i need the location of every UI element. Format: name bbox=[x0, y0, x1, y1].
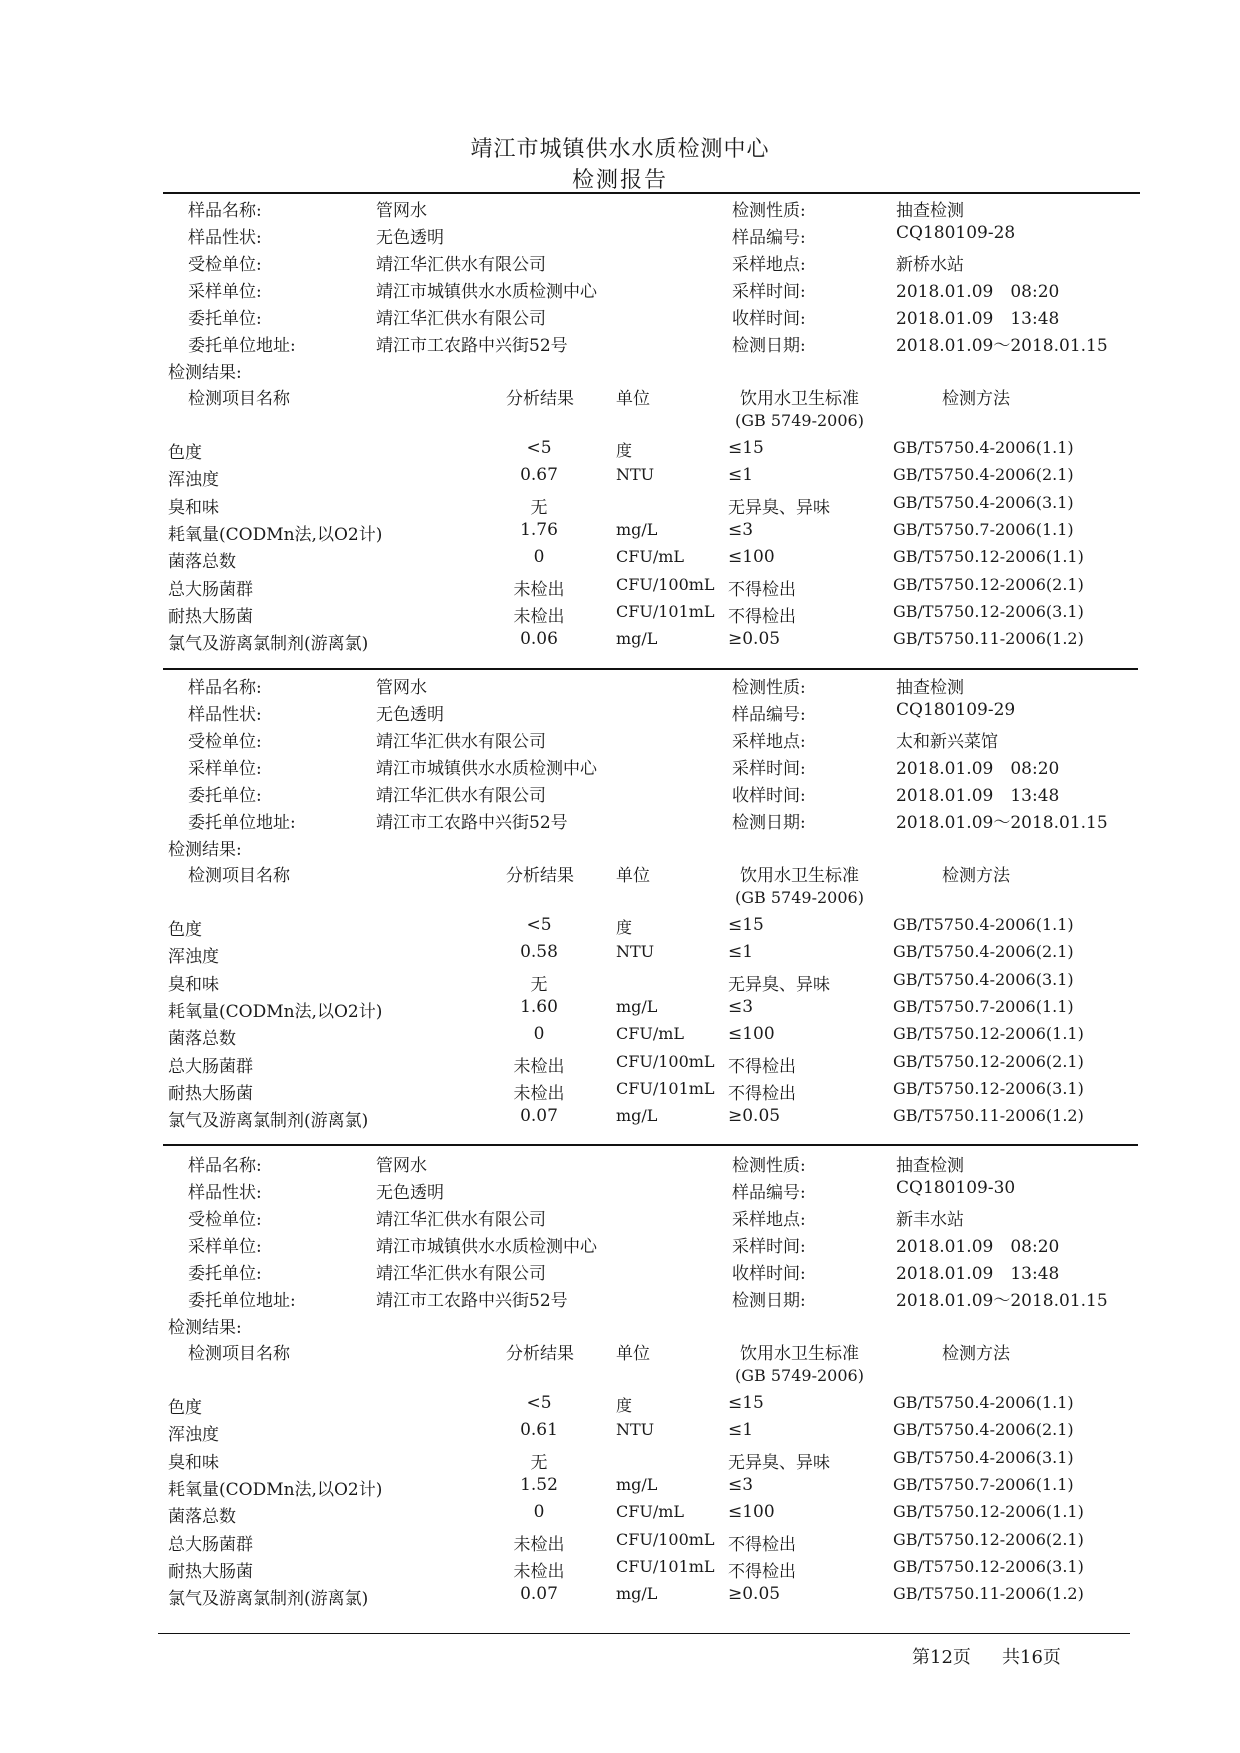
row-unit: CFU/mL bbox=[616, 1024, 685, 1044]
row-standard: 不得检出 bbox=[728, 606, 796, 627]
row-standard: 不得检出 bbox=[728, 1083, 796, 1104]
row-result: <5 bbox=[526, 438, 552, 458]
info-value: 抽查检测 bbox=[896, 201, 964, 221]
info-label: 委托单位地址: bbox=[188, 813, 296, 833]
header-method: 检测方法 bbox=[942, 1344, 1010, 1364]
info-value: 靖江华汇供水有限公司 bbox=[376, 732, 546, 752]
row-standard: ≤1 bbox=[728, 942, 754, 963]
row-result: 1.76 bbox=[520, 519, 558, 540]
row-result: 未检出 bbox=[513, 1056, 565, 1077]
info-label: 受检单位: bbox=[188, 732, 262, 752]
row-item: 总大肠菌群 bbox=[168, 579, 253, 600]
row-method: GB/T5750.4-2006(2.1) bbox=[893, 1420, 1074, 1440]
row-standard: ≥0.05 bbox=[728, 629, 781, 650]
info-row bbox=[0, 250, 1240, 277]
row-item: 浑浊度 bbox=[168, 947, 219, 968]
row-unit: NTU bbox=[616, 465, 655, 485]
row-standard: ≤15 bbox=[728, 915, 764, 935]
row-item: 总大肠菌群 bbox=[168, 1534, 253, 1555]
results-label-row bbox=[0, 835, 1240, 862]
row-method: GB/T5750.12-2006(2.1) bbox=[893, 1529, 1084, 1549]
header-result: 分析结果 bbox=[506, 866, 574, 886]
info-value: 管网水 bbox=[376, 678, 427, 698]
section-divider bbox=[163, 668, 1138, 670]
row-result: 0.07 bbox=[520, 1106, 558, 1127]
table-row bbox=[0, 465, 1240, 492]
page-total: 共16页 bbox=[1002, 1647, 1061, 1668]
row-method: GB/T5750.12-2006(3.1) bbox=[893, 1556, 1084, 1576]
row-result: 0.06 bbox=[520, 629, 558, 650]
row-standard: ≤3 bbox=[728, 519, 754, 540]
header-item: 检测项目名称 bbox=[188, 1344, 290, 1364]
info-value: 靖江华汇供水有限公司 bbox=[376, 255, 546, 275]
info-label: 样品性状: bbox=[188, 705, 262, 725]
row-standard: ≤100 bbox=[728, 1024, 775, 1045]
row-result: 1.60 bbox=[520, 996, 558, 1017]
info-value: CQ180109-30 bbox=[896, 1178, 1016, 1198]
row-method: GB/T5750.12-2006(2.1) bbox=[893, 1051, 1084, 1071]
row-method: GB/T5750.11-2006(1.2) bbox=[893, 1106, 1084, 1126]
info-value: 靖江市城镇供水水质检测中心 bbox=[376, 282, 597, 302]
table-row bbox=[0, 1420, 1240, 1447]
table-row bbox=[0, 997, 1240, 1024]
table-row bbox=[0, 1530, 1240, 1557]
row-standard: ≤15 bbox=[728, 1393, 764, 1413]
report-title: 检测报告 bbox=[571, 168, 668, 193]
info-label: 采样单位: bbox=[188, 282, 262, 302]
info-value: 2018.01.09 08:20 bbox=[896, 282, 1060, 302]
table-row bbox=[0, 1584, 1240, 1611]
info-label: 样品名称: bbox=[188, 1156, 262, 1176]
row-method: GB/T5750.12-2006(1.1) bbox=[893, 1502, 1084, 1522]
header-standard: 饮用水卫生标准 bbox=[740, 389, 859, 409]
row-item: 耗氧量(CODMn法,以O2计) bbox=[168, 1479, 383, 1500]
header-unit: 单位 bbox=[616, 1344, 650, 1364]
row-unit: mg/L bbox=[616, 519, 658, 539]
info-value: 管网水 bbox=[376, 1156, 427, 1176]
table-row bbox=[0, 970, 1240, 997]
row-item: 耐热大肠菌 bbox=[168, 1083, 253, 1104]
table-row bbox=[0, 1052, 1240, 1079]
info-value: 靖江华汇供水有限公司 bbox=[376, 309, 546, 329]
info-label: 采样时间: bbox=[732, 1237, 806, 1257]
info-label: 样品性状: bbox=[188, 1183, 262, 1203]
row-standard: ≥0.05 bbox=[728, 1106, 781, 1127]
info-value: 靖江市工农路中兴街52号 bbox=[376, 1291, 568, 1311]
table-header-sub bbox=[0, 411, 1240, 438]
row-result: 0 bbox=[533, 1024, 545, 1045]
row-method: GB/T5750.4-2006(2.1) bbox=[893, 465, 1074, 485]
row-result: 0 bbox=[533, 547, 545, 568]
row-unit: 度 bbox=[616, 918, 633, 937]
table-row bbox=[0, 1475, 1240, 1502]
row-unit: NTU bbox=[616, 1420, 655, 1440]
header-item: 检测项目名称 bbox=[188, 389, 290, 409]
header-unit: 单位 bbox=[616, 389, 650, 409]
table-header-sub bbox=[0, 888, 1240, 915]
divider-bottom bbox=[158, 1633, 1130, 1634]
row-result: 0.58 bbox=[520, 942, 558, 963]
row-unit: mg/L bbox=[616, 1584, 658, 1604]
row-method: GB/T5750.7-2006(1.1) bbox=[893, 519, 1074, 539]
row-unit: CFU/101mL bbox=[616, 601, 715, 621]
section-divider bbox=[163, 1144, 1138, 1146]
info-value: 2018.01.09 13:48 bbox=[896, 1264, 1060, 1284]
table-row bbox=[0, 1393, 1240, 1420]
table-row bbox=[0, 1079, 1240, 1106]
row-standard: ≤3 bbox=[728, 996, 754, 1017]
info-value: 新丰水站 bbox=[896, 1210, 964, 1230]
info-label: 采样地点: bbox=[732, 732, 806, 752]
row-item: 浑浊度 bbox=[168, 470, 219, 491]
row-method: GB/T5750.12-2006(1.1) bbox=[893, 547, 1084, 567]
header-standard-ref: (GB 5749-2006) bbox=[735, 888, 864, 907]
table-header bbox=[0, 861, 1240, 888]
row-item: 臭和味 bbox=[168, 1452, 219, 1473]
row-unit: NTU bbox=[616, 942, 655, 962]
info-row bbox=[0, 196, 1240, 223]
row-unit: CFU/mL bbox=[616, 547, 685, 567]
table-row bbox=[0, 547, 1240, 574]
info-label: 样品编号: bbox=[732, 228, 806, 248]
row-standard: ≤100 bbox=[728, 1502, 775, 1523]
row-item: 耐热大肠菌 bbox=[168, 1561, 253, 1582]
row-item: 总大肠菌群 bbox=[168, 1056, 253, 1077]
info-row bbox=[0, 1286, 1240, 1313]
info-label: 检测日期: bbox=[732, 813, 806, 833]
row-result: 0 bbox=[533, 1502, 545, 1523]
info-value: 靖江市城镇供水水质检测中心 bbox=[376, 1237, 597, 1257]
info-value: 靖江华汇供水有限公司 bbox=[376, 786, 546, 806]
info-value: 无色透明 bbox=[376, 1183, 444, 1203]
info-label: 收样时间: bbox=[732, 786, 806, 806]
info-label: 检测日期: bbox=[732, 336, 806, 356]
row-unit: mg/L bbox=[616, 1106, 658, 1126]
row-result: 未检出 bbox=[513, 1083, 565, 1104]
row-method: GB/T5750.4-2006(3.1) bbox=[893, 1447, 1074, 1467]
info-row bbox=[0, 1151, 1240, 1178]
info-value: 太和新兴菜馆 bbox=[896, 732, 998, 752]
results-label: 检测结果: bbox=[168, 1318, 242, 1338]
info-row bbox=[0, 781, 1240, 808]
row-unit: CFU/101mL bbox=[616, 1556, 715, 1576]
row-method: GB/T5750.12-2006(3.1) bbox=[893, 1078, 1084, 1098]
row-method: GB/T5750.12-2006(3.1) bbox=[893, 601, 1084, 621]
row-standard: 不得检出 bbox=[728, 1534, 796, 1555]
info-value: 2018.01.09～2018.01.15 bbox=[896, 336, 1108, 356]
row-method: GB/T5750.7-2006(1.1) bbox=[893, 1474, 1074, 1494]
row-result: 无 bbox=[530, 497, 548, 518]
table-row bbox=[0, 629, 1240, 656]
row-method: GB/T5750.4-2006(3.1) bbox=[893, 969, 1074, 989]
info-label: 检测性质: bbox=[732, 678, 806, 698]
row-unit: 度 bbox=[616, 441, 633, 460]
info-row bbox=[0, 1205, 1240, 1232]
row-result: 未检出 bbox=[513, 1561, 565, 1582]
row-item: 臭和味 bbox=[168, 497, 219, 518]
info-label: 检测日期: bbox=[732, 1291, 806, 1311]
row-item: 耗氧量(CODMn法,以O2计) bbox=[168, 1001, 383, 1022]
row-item: 菌落总数 bbox=[168, 552, 236, 573]
info-label: 检测性质: bbox=[732, 201, 806, 221]
header-method: 检测方法 bbox=[942, 389, 1010, 409]
row-standard: ≤15 bbox=[728, 438, 764, 458]
row-unit: CFU/101mL bbox=[616, 1078, 715, 1098]
info-value: 抽查检测 bbox=[896, 1156, 964, 1176]
row-standard: ≥0.05 bbox=[728, 1584, 781, 1605]
row-unit: mg/L bbox=[616, 996, 658, 1016]
info-label: 受检单位: bbox=[188, 255, 262, 275]
results-label-row bbox=[0, 358, 1240, 385]
row-method: GB/T5750.4-2006(3.1) bbox=[893, 492, 1074, 512]
header-method: 检测方法 bbox=[942, 866, 1010, 886]
table-row bbox=[0, 1106, 1240, 1133]
row-unit: CFU/100mL bbox=[616, 1529, 715, 1549]
info-label: 样品编号: bbox=[732, 705, 806, 725]
row-method: GB/T5750.12-2006(1.1) bbox=[893, 1024, 1084, 1044]
info-row bbox=[0, 727, 1240, 754]
row-method: GB/T5750.7-2006(1.1) bbox=[893, 996, 1074, 1016]
row-item: 臭和味 bbox=[168, 974, 219, 995]
info-label: 样品编号: bbox=[732, 1183, 806, 1203]
table-row bbox=[0, 520, 1240, 547]
table-row bbox=[0, 1448, 1240, 1475]
header-standard-ref: (GB 5749-2006) bbox=[735, 411, 864, 430]
row-standard: 无异臭、异味 bbox=[728, 497, 830, 518]
info-row bbox=[0, 277, 1240, 304]
table-row bbox=[0, 1502, 1240, 1529]
info-label: 采样地点: bbox=[732, 1210, 806, 1230]
info-label: 委托单位: bbox=[188, 786, 262, 806]
info-row bbox=[0, 1259, 1240, 1286]
header-result: 分析结果 bbox=[506, 1344, 574, 1364]
row-result: 未检出 bbox=[513, 579, 565, 600]
row-result: 0.61 bbox=[520, 1420, 558, 1441]
row-unit: CFU/mL bbox=[616, 1502, 685, 1522]
header-standard: 饮用水卫生标准 bbox=[740, 866, 859, 886]
row-result: 无 bbox=[530, 974, 548, 995]
info-row bbox=[0, 754, 1240, 781]
table-row bbox=[0, 915, 1240, 942]
row-method: GB/T5750.11-2006(1.2) bbox=[893, 629, 1084, 649]
row-unit: mg/L bbox=[616, 1474, 658, 1494]
header-item: 检测项目名称 bbox=[188, 866, 290, 886]
row-item: 浑浊度 bbox=[168, 1425, 219, 1446]
row-item: 氯气及游离氯制剂(游离氯) bbox=[168, 1111, 369, 1132]
info-value: 2018.01.09～2018.01.15 bbox=[896, 1291, 1108, 1311]
row-unit: CFU/100mL bbox=[616, 574, 715, 594]
table-header bbox=[0, 384, 1240, 411]
info-label: 收样时间: bbox=[732, 309, 806, 329]
row-item: 色度 bbox=[168, 920, 202, 940]
row-method: GB/T5750.4-2006(1.1) bbox=[893, 1393, 1074, 1412]
info-row bbox=[0, 304, 1240, 331]
row-result: 0.07 bbox=[520, 1584, 558, 1605]
info-label: 采样时间: bbox=[732, 759, 806, 779]
table-row bbox=[0, 942, 1240, 969]
info-value: 无色透明 bbox=[376, 705, 444, 725]
row-result: <5 bbox=[526, 1393, 552, 1413]
row-method: GB/T5750.4-2006(1.1) bbox=[893, 915, 1074, 934]
info-label: 采样单位: bbox=[188, 759, 262, 779]
table-row bbox=[0, 602, 1240, 629]
table-row bbox=[0, 575, 1240, 602]
info-value: CQ180109-28 bbox=[896, 223, 1016, 243]
table-row bbox=[0, 1024, 1240, 1051]
info-label: 收样时间: bbox=[732, 1264, 806, 1284]
info-value: 新桥水站 bbox=[896, 255, 964, 275]
info-row bbox=[0, 331, 1240, 358]
row-item: 菌落总数 bbox=[168, 1507, 236, 1528]
row-item: 色度 bbox=[168, 1398, 202, 1418]
row-standard: ≤100 bbox=[728, 547, 775, 568]
info-value: 无色透明 bbox=[376, 228, 444, 248]
results-label: 检测结果: bbox=[168, 840, 242, 860]
info-value: 2018.01.09 08:20 bbox=[896, 1237, 1060, 1257]
info-label: 受检单位: bbox=[188, 1210, 262, 1230]
row-item: 氯气及游离氯制剂(游离氯) bbox=[168, 634, 369, 655]
divider-top bbox=[163, 192, 1140, 194]
row-standard: ≤1 bbox=[728, 465, 754, 486]
row-item: 耗氧量(CODMn法,以O2计) bbox=[168, 524, 383, 545]
table-row bbox=[0, 1557, 1240, 1584]
info-label: 采样时间: bbox=[732, 282, 806, 302]
info-value: 管网水 bbox=[376, 201, 427, 221]
info-row bbox=[0, 1178, 1240, 1205]
row-standard: 无异臭、异味 bbox=[728, 974, 830, 995]
row-standard: 不得检出 bbox=[728, 1056, 796, 1077]
info-label: 样品名称: bbox=[188, 201, 262, 221]
info-row bbox=[0, 808, 1240, 835]
info-label: 委托单位地址: bbox=[188, 1291, 296, 1311]
row-unit: 度 bbox=[616, 1396, 633, 1415]
row-item: 菌落总数 bbox=[168, 1029, 236, 1050]
info-row bbox=[0, 673, 1240, 700]
info-value: 靖江华汇供水有限公司 bbox=[376, 1264, 546, 1284]
page-number: 第12页 bbox=[912, 1647, 971, 1668]
info-label: 委托单位: bbox=[188, 1264, 262, 1284]
row-result: 0.67 bbox=[520, 465, 558, 486]
info-value: CQ180109-29 bbox=[896, 700, 1016, 720]
table-header bbox=[0, 1339, 1240, 1366]
info-label: 采样地点: bbox=[732, 255, 806, 275]
row-method: GB/T5750.4-2006(1.1) bbox=[893, 438, 1074, 457]
info-label: 样品性状: bbox=[188, 228, 262, 248]
table-header-sub bbox=[0, 1366, 1240, 1393]
row-standard: ≤1 bbox=[728, 1420, 754, 1441]
info-label: 委托单位地址: bbox=[188, 336, 296, 356]
info-label: 样品名称: bbox=[188, 678, 262, 698]
results-label: 检测结果: bbox=[168, 363, 242, 383]
row-item: 色度 bbox=[168, 443, 202, 463]
row-method: GB/T5750.11-2006(1.2) bbox=[893, 1584, 1084, 1604]
row-method: GB/T5750.12-2006(2.1) bbox=[893, 574, 1084, 594]
row-result: 1.52 bbox=[520, 1474, 558, 1495]
info-value: 2018.01.09 13:48 bbox=[896, 309, 1060, 329]
info-row bbox=[0, 700, 1240, 727]
row-standard: 不得检出 bbox=[728, 579, 796, 600]
info-label: 检测性质: bbox=[732, 1156, 806, 1176]
info-value: 抽查检测 bbox=[896, 678, 964, 698]
row-standard: 不得检出 bbox=[728, 1561, 796, 1582]
header-standard-ref: (GB 5749-2006) bbox=[735, 1366, 864, 1385]
header-result: 分析结果 bbox=[506, 389, 574, 409]
info-value: 靖江市工农路中兴街52号 bbox=[376, 336, 568, 356]
info-row bbox=[0, 1232, 1240, 1259]
row-result: 未检出 bbox=[513, 1534, 565, 1555]
info-value: 2018.01.09 13:48 bbox=[896, 786, 1060, 806]
info-label: 采样单位: bbox=[188, 1237, 262, 1257]
info-value: 2018.01.09～2018.01.15 bbox=[896, 813, 1108, 833]
row-method: GB/T5750.4-2006(2.1) bbox=[893, 942, 1074, 962]
row-result: 未检出 bbox=[513, 606, 565, 627]
header-unit: 单位 bbox=[616, 866, 650, 886]
row-standard: 无异臭、异味 bbox=[728, 1452, 830, 1473]
info-row bbox=[0, 223, 1240, 250]
info-value: 靖江市城镇供水水质检测中心 bbox=[376, 759, 597, 779]
info-value: 2018.01.09 08:20 bbox=[896, 759, 1060, 779]
row-result: 无 bbox=[530, 1452, 548, 1473]
info-label: 委托单位: bbox=[188, 309, 262, 329]
row-result: <5 bbox=[526, 915, 552, 935]
row-standard: ≤3 bbox=[728, 1474, 754, 1495]
info-value: 靖江华汇供水有限公司 bbox=[376, 1210, 546, 1230]
row-item: 氯气及游离氯制剂(游离氯) bbox=[168, 1589, 369, 1610]
table-row bbox=[0, 493, 1240, 520]
info-value: 靖江市工农路中兴街52号 bbox=[376, 813, 568, 833]
table-row bbox=[0, 438, 1240, 465]
org-title: 靖江市城镇供水水质检测中心 bbox=[470, 137, 770, 162]
row-unit: mg/L bbox=[616, 629, 658, 649]
row-unit: CFU/100mL bbox=[616, 1051, 715, 1071]
results-label-row bbox=[0, 1313, 1240, 1340]
header-standard: 饮用水卫生标准 bbox=[740, 1344, 859, 1364]
row-item: 耐热大肠菌 bbox=[168, 606, 253, 627]
